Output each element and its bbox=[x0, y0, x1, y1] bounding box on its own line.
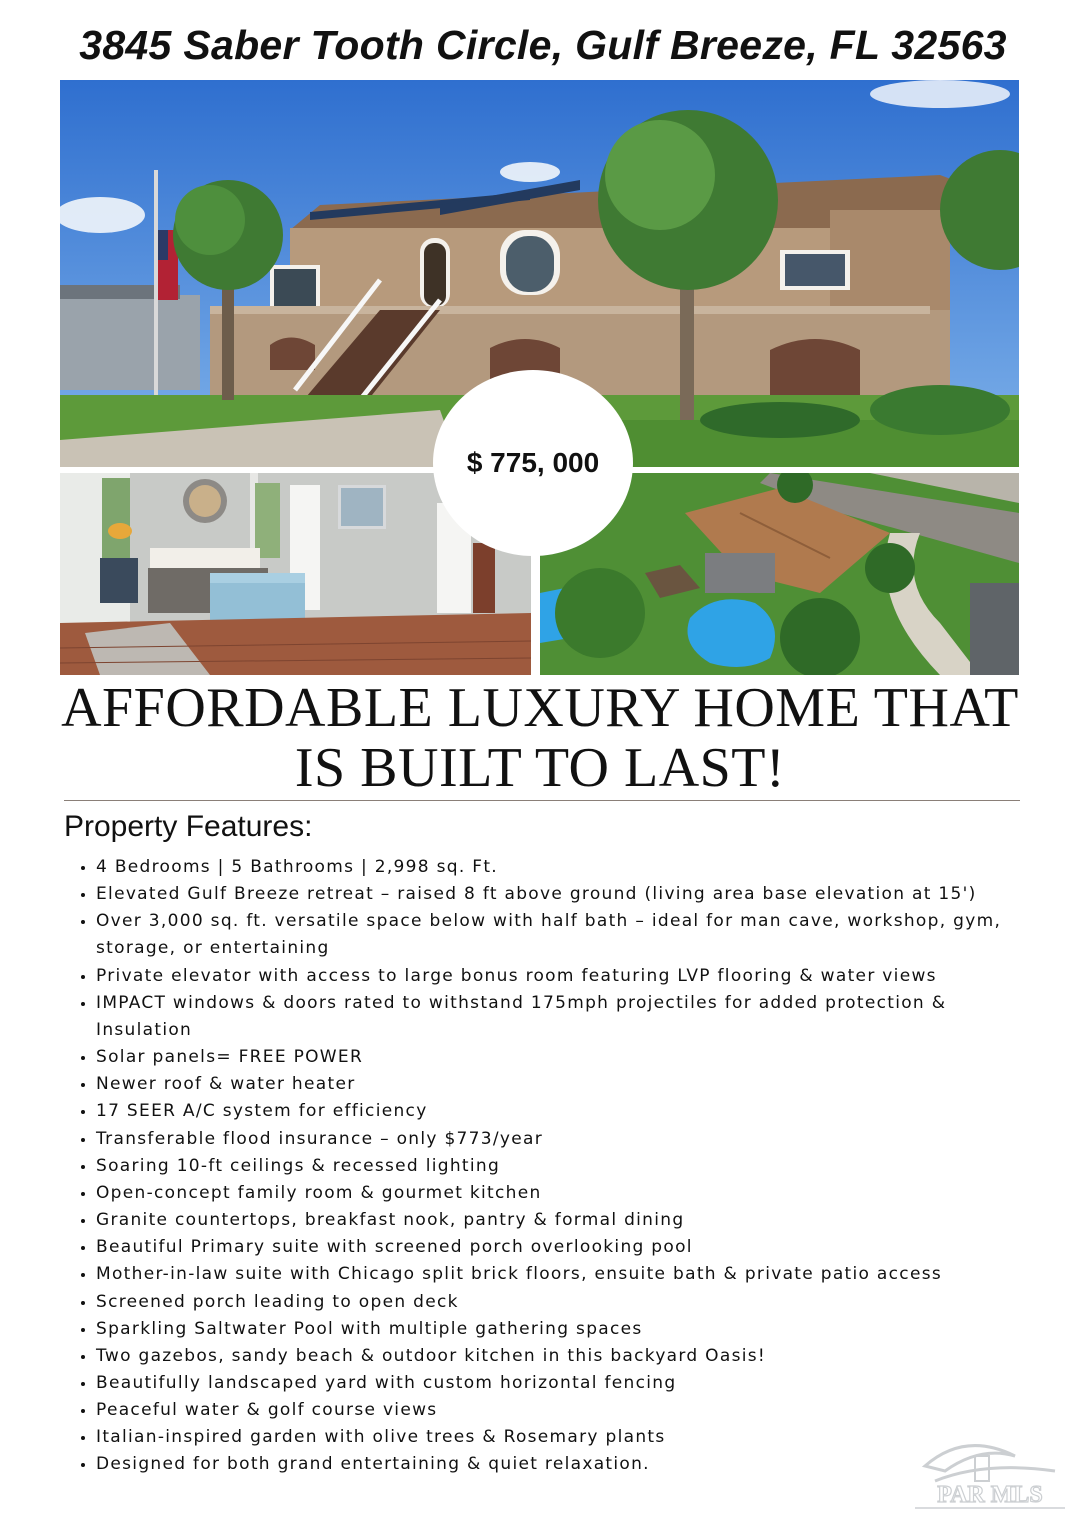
price-badge bbox=[433, 370, 633, 556]
feature-item: • 4 Bedrooms | 5 Bathrooms | 2,998 sq. Ft. bbox=[96, 854, 1046, 881]
feature-item: • Solar panels= FREE POWER bbox=[96, 1044, 1046, 1071]
feature-item: • Granite countertops, breakfast nook, pantry & formal dining bbox=[96, 1207, 1046, 1234]
par-mls-logo bbox=[905, 1426, 1075, 1526]
feature-item: • Designed for both grand entertaining & quiet relaxation. bbox=[96, 1451, 1046, 1478]
feature-item: • Mother-in-law suite with Chicago split brick floors, ensuite bath & private patio access bbox=[96, 1261, 1046, 1288]
feature-item: • Transferable flood insurance – only $773/year bbox=[96, 1126, 1046, 1153]
feature-item: • IMPACT windows & doors rated to withstand 175mph projectiles for added protection & Insulation bbox=[96, 990, 1046, 1044]
feature-item: • Private elevator with access to large bonus room featuring LVP flooring & water views bbox=[96, 963, 1046, 990]
price-value: $ 775, 000 bbox=[466, 447, 600, 478]
feature-item: • Soaring 10-ft ceilings & recessed lighting bbox=[96, 1153, 1046, 1180]
feature-item: • Italian-inspired garden with olive trees & Rosemary plants bbox=[96, 1424, 1046, 1451]
feature-item: • Over 3,000 sq. ft. versatile space below with half bath – ideal for man cave, workshop, gym, storage, or entertaining bbox=[96, 908, 1046, 962]
property-address: 3845 Saber Tooth Circle, Gulf Breeze, FL 32563 bbox=[79, 22, 1007, 68]
feature-item: • Screened porch leading to open deck bbox=[96, 1289, 1046, 1316]
headline bbox=[60, 678, 1020, 798]
headline-line-2: IS BUILT TO LAST! bbox=[294, 737, 786, 799]
section-divider bbox=[64, 800, 1020, 801]
feature-item: • Peaceful water & golf course views bbox=[96, 1397, 1046, 1424]
headline-line-1: AFFORDABLE LUXURY HOME THAT bbox=[61, 677, 1019, 739]
feature-item: • Newer roof & water heater bbox=[96, 1071, 1046, 1098]
watermark-text: PAR MLS bbox=[937, 1482, 1043, 1508]
feature-item: • Beautiful Primary suite with screened porch overlooking pool bbox=[96, 1234, 1046, 1261]
feature-item: • 17 SEER A/C system for efficiency bbox=[96, 1098, 1046, 1125]
feature-item: • Open-concept family room & gourmet kitchen bbox=[96, 1180, 1046, 1207]
features-title: Property Features: bbox=[64, 810, 313, 843]
features-list bbox=[76, 854, 1046, 1479]
feature-item: • Two gazebos, sandy beach & outdoor kitchen in this backyard Oasis! bbox=[96, 1343, 1046, 1370]
feature-item: • Sparkling Saltwater Pool with multiple gathering spaces bbox=[96, 1316, 1046, 1343]
feature-item: • Beautifully landscaped yard with custom horizontal fencing bbox=[96, 1370, 1046, 1397]
feature-item: • Elevated Gulf Breeze retreat – raised 8 ft above ground (living area base elevation at 15') bbox=[96, 881, 1046, 908]
